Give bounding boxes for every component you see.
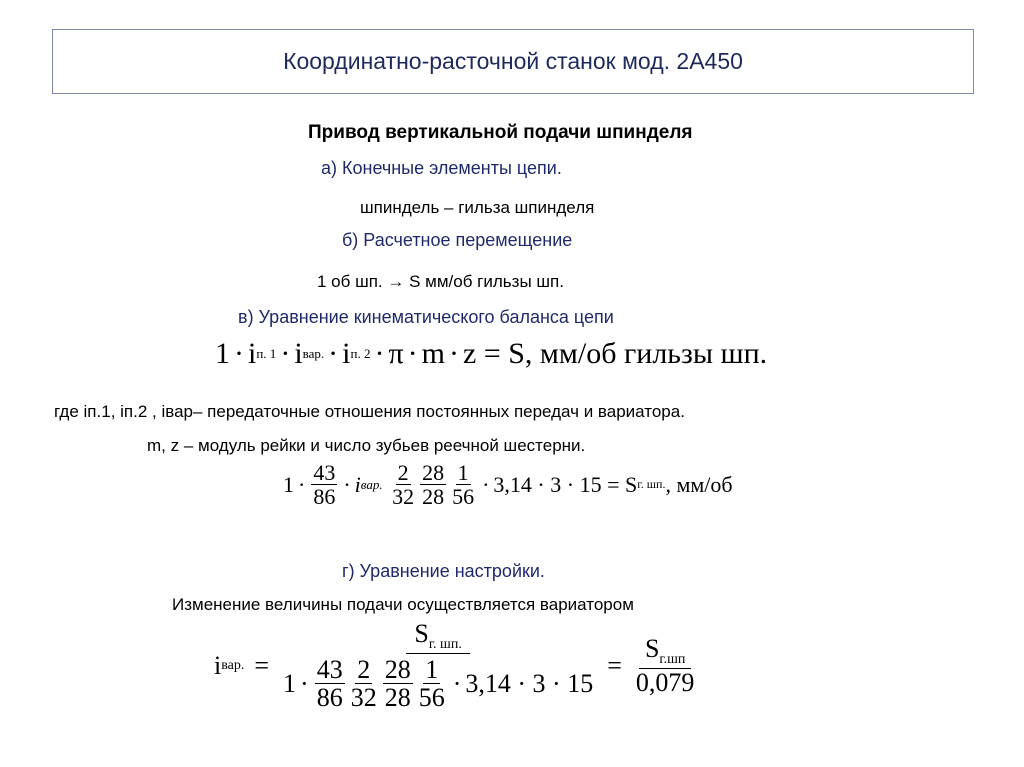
- text-a: шпиндель – гильза шпинделя: [360, 198, 595, 217]
- eq1-pi: π: [388, 337, 404, 370]
- eq3-frac2: $\frac{2}{32}$: [350, 654, 377, 712]
- text-g: Изменение величины подачи осуществляется вариатором: [172, 595, 634, 614]
- label-a: а) Конечные элементы цепи.: [321, 158, 562, 178]
- section-heading: Привод вертикальной подачи шпинделя: [308, 122, 693, 143]
- eq2-frac3: $\frac{28}{28}$: [422, 460, 445, 510]
- where-text: где iп.1, iп.2 , iвар– передаточные отношения постоянных передач и вариатора.: [54, 402, 685, 421]
- eq2-unit: , мм/об: [665, 471, 733, 497]
- text-b: 1 об шп. → S мм/об гильзы шп.: [317, 272, 564, 291]
- eq2-tail: 3,14 · 3 · 15 = S: [493, 471, 638, 497]
- eq3-frac3: $\frac{28}{28}$: [384, 654, 411, 712]
- eq3-one: 1: [283, 668, 297, 698]
- eq3-result-fraction: [634, 635, 697, 696]
- eq2-frac4: $\frac{1}{56}$: [452, 460, 475, 510]
- label-g: г) Уравнение настройки.: [342, 561, 545, 581]
- slide-title: Координатно-расточной станок мод. 2А450: [52, 29, 974, 94]
- eq3-lhs-i: i: [214, 650, 222, 680]
- eq1-z: z: [462, 337, 477, 370]
- label-v: в) Уравнение кинематического баланса цепи: [238, 307, 614, 327]
- eq1-rhs: = S, мм/об гильзы шп.: [483, 337, 768, 370]
- eq1-ivar-sub: вар.: [302, 346, 325, 361]
- eq3-frac1: $\frac{43}{86}$: [316, 654, 343, 712]
- eq3-main-numerator: $S_{г. шп.}$: [406, 620, 469, 654]
- mz-text: m, z – модуль рейки и число зубьев реечной шестерни.: [147, 436, 586, 455]
- eq2-frac1: $\frac{43}{86}$: [313, 460, 336, 510]
- eq2-ivar: i: [354, 471, 361, 497]
- eq3-result-denominator: 0,079: [635, 667, 695, 697]
- eq3-main-fraction: [281, 620, 595, 711]
- eq1-m: m: [421, 337, 445, 370]
- eq1-one: 1: [215, 337, 230, 370]
- eq2-one: 1: [283, 471, 294, 497]
- label-b: б) Расчетное перемещение: [342, 230, 573, 250]
- tuning-equation: [214, 620, 698, 711]
- eq2-frac2: $\frac{2}{32}$: [392, 460, 415, 510]
- eq3-lhs-sub: вар.: [221, 657, 245, 673]
- eq1-ip2-sub: п. 2: [350, 346, 371, 361]
- eq1-i1: i: [248, 337, 257, 370]
- numeric-balance-equation: 1 · $\frac{43}{86}$ · i вар. $\frac{2}{32}$ $\frac{28}{28}$ $\frac{1}{56}$ · 3,14 · 3 · 15 = S г. шп. , мм/об: [283, 460, 733, 510]
- eq1-i3: i: [342, 337, 351, 370]
- eq3-equals: =: [254, 650, 270, 680]
- eq1-ip1-sub: п. 1: [256, 346, 277, 361]
- eq2-s-sub: г. шп.: [637, 477, 666, 492]
- eq3-equals-2: =: [607, 650, 622, 680]
- eq3-result-numerator: $S_{г.шп}$: [639, 635, 691, 669]
- eq3-main-denominator: 1 · $\frac{43}{86}$ $\frac{2}{32}$ $\frac{28}{28}$ $\frac{1}{56}$ · 3,14 · 3 · 15: [283, 654, 594, 712]
- eq3-frac4: $\frac{1}{56}$: [418, 654, 445, 712]
- eq2-ivar-sub: вар.: [360, 476, 383, 492]
- eq1-i2: i: [294, 337, 303, 370]
- eq3-tail: 3,14 · 3 · 15: [465, 668, 594, 698]
- kinematic-balance-equation: 1 · i п. 1 · i вар. · i п. 2 · π · m · z = S, мм/об гильзы шп.: [215, 337, 768, 370]
